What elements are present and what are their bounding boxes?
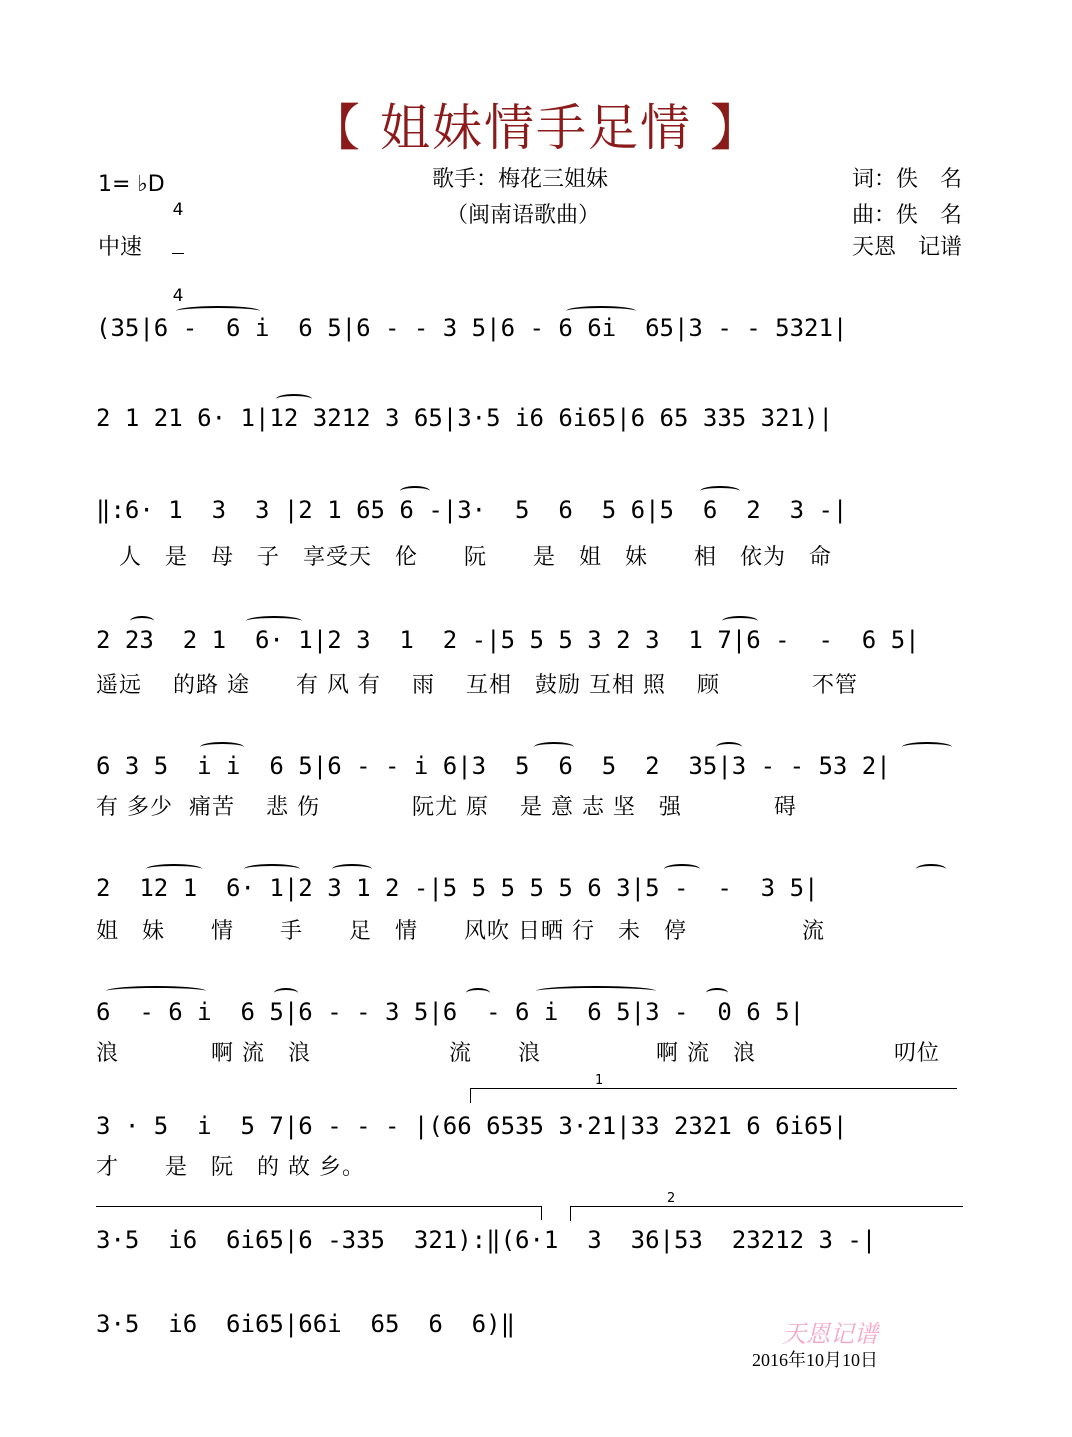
- lyricist-credit: 词：佚 名: [852, 167, 963, 192]
- transcriber-stamp: 天恩记谱: [782, 1320, 878, 1348]
- notation-row-6: [96, 868, 976, 908]
- notes-line: 3 · 5 i 5 7|6 - - - |(66 6535 3·21|33 2321 6 6i65|: [96, 1112, 848, 1140]
- slur-mark: [276, 394, 312, 404]
- notes-line: 6 3 5 i i 6 5|6 - - i 6|3 5 6 5 2 35|3 - - 53 2|: [96, 752, 891, 780]
- slur-mark: [566, 306, 636, 316]
- notes-line: 2 23 2 1 6· 1|2 3 1 2 -|5 5 5 3 2 3 1 7|6 - - 6 5|: [96, 626, 920, 654]
- composer-credit: 曲：佚 名: [852, 203, 963, 228]
- date-label: 2016年10月10日: [752, 1350, 878, 1370]
- notation-row-4: [96, 620, 976, 660]
- slur-mark: [722, 616, 758, 626]
- volta-number-2: 2: [667, 1191, 676, 1206]
- slur-mark: [534, 742, 574, 752]
- notation-row-7: [96, 992, 976, 1032]
- slur-mark: [200, 742, 244, 752]
- slur-mark: [706, 988, 728, 998]
- volta-bracket-2: [570, 1191, 963, 1221]
- notation-row-8: [96, 1106, 976, 1146]
- slur-mark: [244, 864, 300, 874]
- slur-mark: [466, 988, 490, 998]
- slur-mark: [176, 306, 260, 316]
- notation-row-9: [96, 1220, 976, 1260]
- slur-mark: [716, 742, 742, 752]
- notes-line: 3·5 i6 6i65|6 -335 321):‖(6·1 3 36|53 23212 3 -|: [96, 1226, 877, 1254]
- slur-mark: [902, 742, 952, 752]
- notes-line: 2 1 21 6· 1|12 3212 3 65|3·5 i6 6i65|6 65 335 321)|: [96, 404, 833, 432]
- notation-row-1: [96, 308, 976, 348]
- lyrics-line-6: 才 是 阮 的 故 乡。: [96, 1155, 365, 1180]
- lyrics-line-1: 人 是 母 子 享受天 伦 阮 是 姐 妹 相 依为 命: [96, 545, 833, 570]
- slur-mark: [130, 616, 154, 626]
- lyrics-line-2: 遥远 的路 途 有 风 有 雨 互相 鼓励 互相 照 顾 不管: [96, 673, 858, 698]
- volta-line-end-tick: [541, 1206, 542, 1220]
- notes-line: 3·5 i6 6i65|66i 65 6 6)‖: [96, 1310, 516, 1338]
- singer-credit: 歌手：梅花三姐妹: [432, 167, 609, 192]
- lyrics-line-5: 浪 啊 流 浪 流 浪 啊 流 浪 叨位: [96, 1041, 940, 1066]
- slur-mark: [146, 864, 202, 874]
- time-signature-bar: [172, 253, 184, 254]
- slur-mark: [332, 864, 372, 874]
- lyrics-line-3: 有 多少 痛苦 悲 伤 阮尤 原 是 意 志 坚 强 碍: [96, 795, 797, 820]
- notation-row-5: [96, 746, 976, 786]
- notes-line: 2 12 1 6· 1|2 3 1 2 -|5 5 5 5 5 6 3|5 - - 3 5|: [96, 874, 819, 902]
- song-title: 【 姐妹情手足情 】: [310, 99, 762, 157]
- volta-bracket-1: [470, 1073, 957, 1103]
- slur-mark: [106, 986, 206, 996]
- lyrics-line-4: 姐 妹 情 手 足 情 风吹 日晒 行 未 停 流: [96, 919, 825, 944]
- time-signature-bottom: 4: [172, 286, 184, 306]
- time-signature-top: 4: [172, 200, 184, 220]
- notes-line: 6 - 6 i 6 5|6 - - 3 5|6 - 6 i 6 5|3 - 0 6 5|: [96, 998, 805, 1026]
- slur-mark: [916, 864, 946, 874]
- slur-mark: [274, 988, 298, 998]
- notes-line: ‖:6· 1 3 3 |2 1 65 6 -|3· 5 6 5 6|5 6 2 3 -|: [96, 496, 848, 524]
- key-signature: 1= ♭D: [98, 172, 165, 197]
- time-signature: [172, 168, 184, 322]
- slur-mark: [700, 486, 740, 496]
- notes-line: (35|6 - 6 i 6 5|6 - - 3 5|6 - 6 6i 65|3 - - 5321|: [96, 314, 848, 342]
- slur-mark: [664, 864, 700, 874]
- tempo-marking: 中速: [98, 235, 143, 260]
- volta-line-end: [96, 1206, 542, 1207]
- genre-note: （闽南语歌曲）: [446, 203, 601, 228]
- transcriber-credit: 天恩 记谱: [852, 235, 963, 260]
- notation-row-3: [96, 490, 976, 530]
- slur-mark: [536, 986, 656, 996]
- slur-mark: [246, 616, 302, 626]
- volta-number-1: 1: [595, 1073, 604, 1088]
- slur-mark: [400, 486, 430, 496]
- notation-row-2: [96, 398, 976, 438]
